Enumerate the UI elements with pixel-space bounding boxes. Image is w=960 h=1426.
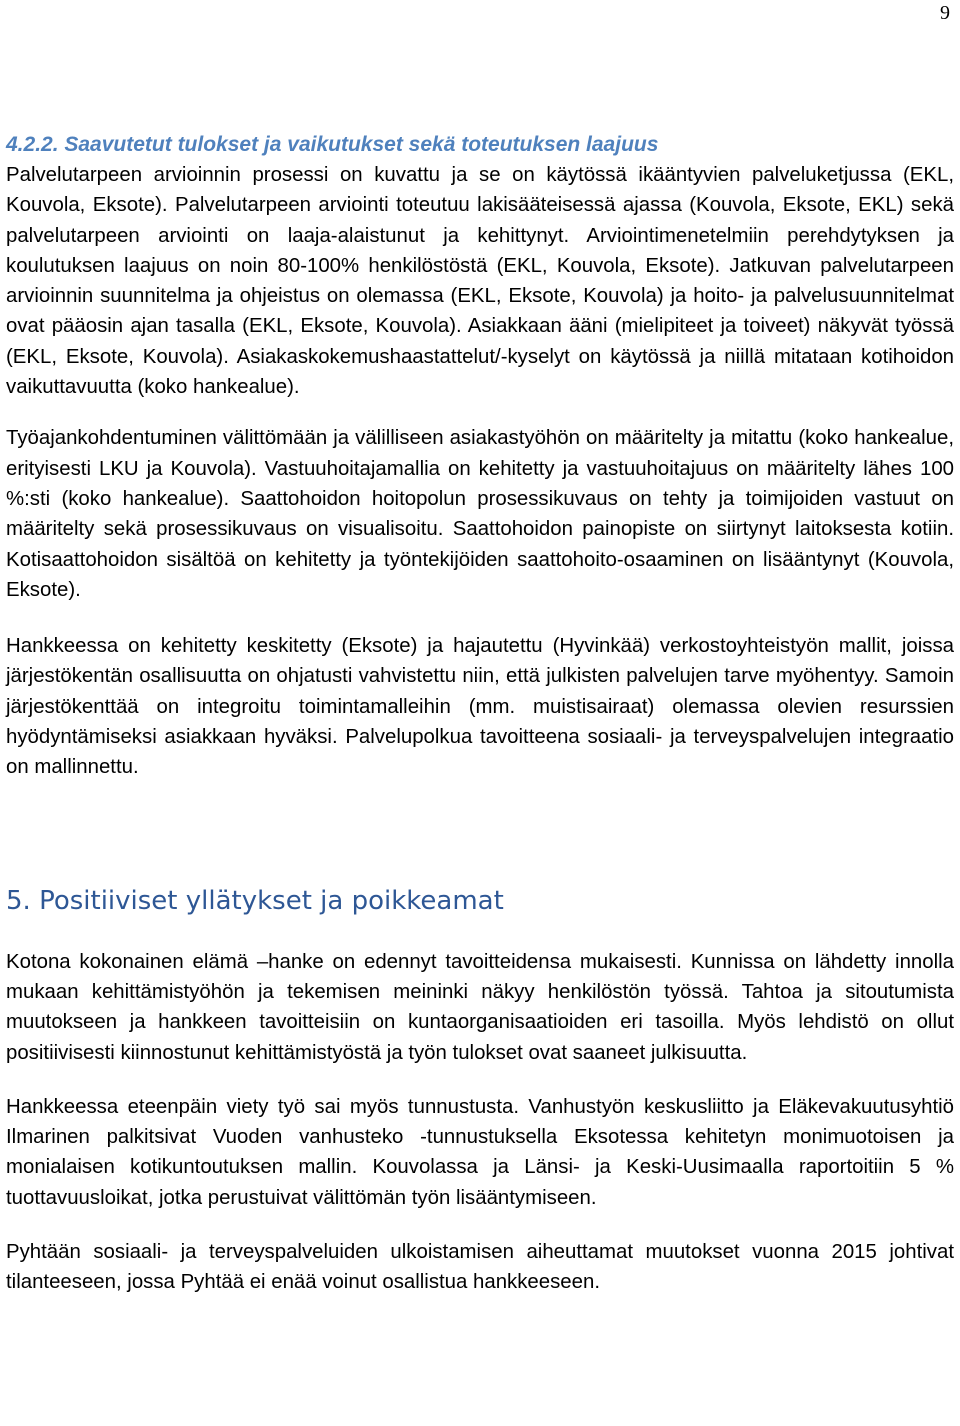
document-body: [6, 130, 954, 1298]
page-number: 9: [940, 2, 950, 24]
surprises-paragraph-2: Hankkeessa eteenpäin viety työ sai myös tunnustusta. Vanhustyön keskusliitto ja Eläkevakuutusyhtiö Ilmarinen palkitsivat Vuoden vanhusteko -tunnustuksella Eksotessa kehitetyn monimuotoisen ja monialaisen kotikuntoutuksen mallin. Kouvolassa ja Länsi- ja Keski-Uusimaalla raportoitiin 5 % tuottavuusloikat, jotka perustuivat välittömän työn lisääntymiseen.: [6, 1095, 954, 1209]
results-paragraph-3: Hankkeessa on kehitetty keskitetty (Eksote) ja hajautettu (Hyvinkää) verkostoyhteistyön mallit, joissa järjestökentän osallisuutta on ohjatusti vahvistettu niin, että julkisten palvelujen tarve myöhentyy. Samoin järjestökenttää on integroitu toimintamalleihin (mm. muistisairaat) olemassa olevien resurssien hyödyntämiseksi asiakkaan hyväksi. Palvelupolkua tavoitteena sosiaali- ja terveyspalvelujen integraatio on mallinnettu.: [6, 635, 954, 779]
results-paragraph-1: Palvelutarpeen arvioinnin prosessi on kuvattu ja se on käytössä ikääntyvien palveluketjussa (EKL, Kouvola, Eksote). Palvelutarpeen arviointi toteutuu lakisääteisessä ajassa (Kouvola, Eksote, EKL) sekä palvelutarpeen arviointi on laaja-alaistunut ja kehittynyt. Arviointimenetelmiin perehdytyksen ja koulutuksen laajuus on noin 80-100% henkilöstöstä (EKL, Kouvola, Eksote). Jatkuvan palvelutarpeen arvioinnin suunnitelma ja ohjeistus on olemassa (EKL, Eksote, Kouvola) ja hoito- ja palvelusuunnitelmat ovat pääosin ajan tasalla (EKL, Eksote, Kouvola). Asiakkaan ääni (mielipiteet ja toiveet) näkyvät työssä (EKL, Eksote, Kouvola). Asiakaskokemushaastattelut/-kyselyt on käytössä ja niillä mitataan kotihoidon vaikuttavuutta (koko hankealue).: [6, 164, 954, 399]
results-paragraph-2: Työajankohdentuminen välittömään ja välilliseen asiakastyöhön on määritelty ja mitattu (koko hankealue, erityisesti LKU ja Kouvola). Vastuuhoitajamallia on kehitetty ja vastuuhoitajuus on määritelty lähes 100 %:sti (koko hankealue). Saattohoidon hoitopolun prosessikuvaus on tehty ja toimijoiden vastuut on määritelty sekä prosessikuvaus on visualisoitu. Saattohoidon painopiste on siirtynyt laitoksesta kotiin. Kotisaattohoidon sisältöä on kehitetty ja työntekijöiden saattohoito-osaaminen on lisääntynyt (Kouvola, Eksote).: [6, 427, 954, 601]
section-5-heading: 5. Positiiviset yllätykset ja poikkeamat: [6, 885, 504, 916]
surprises-paragraph-3: Pyhtään sosiaali- ja terveyspalveluiden ulkoistamisen aiheuttamat muutokset vuonna 2015 johtivat tilanteeseen, jossa Pyhtää ei enää voinut osallistua hankkeeseen.: [6, 1241, 954, 1294]
surprises-paragraph-1: Kotona kokonainen elämä –hanke on edennyt tavoitteidensa mukaisesti. Kunnissa on lähdetty innolla mukaan kehittämistyöhön ja tekemisen meininki näkyy henkilöstön työssä. Tahtoa ja sitoutumista muutokseen ja hankkeen tavoitteisiin on kuntaorganisaatioiden eri tasoilla. Myös lehdistö on ollut positiivisesti kiinnostunut kehittämistyöstä ja työn tulokset ovat saaneet julkisuutta.: [6, 950, 954, 1064]
section-4-2-2-heading: 4.2.2. Saavutetut tulokset ja vaikutukset sekä toteutuksen laajuus: [6, 133, 659, 156]
